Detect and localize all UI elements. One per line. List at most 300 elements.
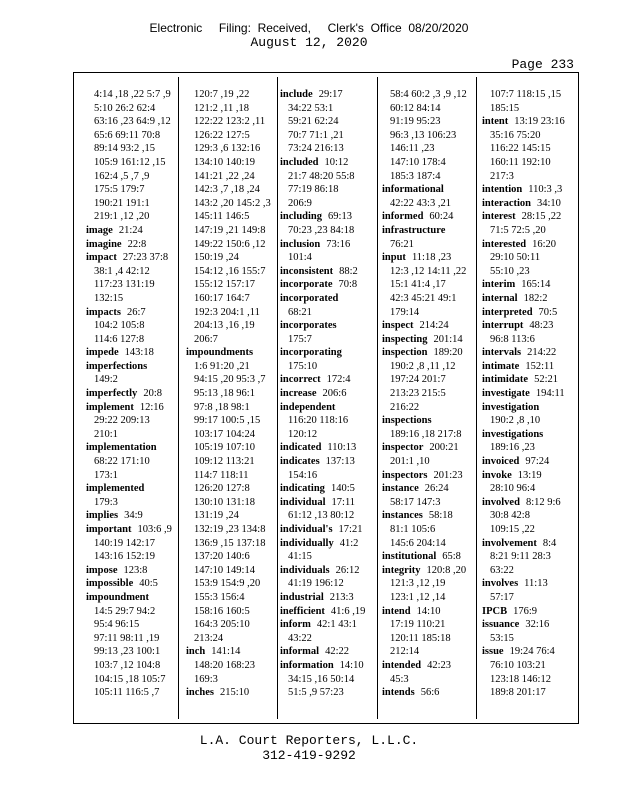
index-term: indicating — [280, 483, 325, 495]
index-entry — [280, 496, 376, 510]
index-term: implies — [86, 510, 119, 522]
index-page-refs: 34:10 — [537, 197, 561, 209]
index-term: impose — [86, 564, 118, 576]
index-page-refs: 41:2 — [339, 537, 359, 549]
index-page-refs: 172:4 — [326, 374, 351, 386]
index-page-refs: 173:1 — [94, 469, 118, 481]
index-page-refs: 132:19 ,23 134:8 — [194, 524, 266, 535]
index-page-refs: 145:6 204:14 — [390, 537, 446, 549]
index-term: interrupt — [482, 320, 524, 332]
index-page-refs: 140:5 — [330, 483, 355, 495]
index-term: incorporates — [280, 320, 337, 332]
index-term: implemented — [86, 483, 145, 495]
index-term: imperfectly — [86, 388, 138, 400]
index-page-refs: 8:21 9:11 28:3 — [490, 551, 551, 563]
index-page-refs: 42:23 — [427, 659, 452, 671]
index-entry — [86, 306, 182, 320]
index-term: impoundments — [186, 347, 254, 359]
index-entry — [482, 210, 578, 224]
index-term: intends — [382, 687, 415, 699]
index-page-refs: 26:24 — [424, 483, 449, 495]
index-page-refs: 206:6 — [322, 388, 347, 400]
index-term: interested — [482, 238, 527, 250]
index-entry — [86, 482, 182, 496]
index-term: involved — [482, 496, 520, 508]
index-page-refs: 68:22 171:10 — [94, 456, 150, 468]
index-page-refs: 104:2 105:8 — [94, 320, 145, 332]
index-column-5 — [482, 88, 578, 700]
index-page-refs: 147:10 178:4 — [390, 156, 446, 168]
index-page-refs: 123:18 146:12 — [490, 673, 551, 685]
index-entry — [482, 496, 578, 510]
index-page-refs: 206:9 — [288, 197, 312, 209]
index-page-refs: 21:24 — [118, 224, 143, 236]
index-entry — [86, 238, 182, 252]
index-page-refs: 48:23 — [529, 320, 554, 332]
index-term: intervals — [482, 347, 522, 359]
index-page-refs: 77:19 86:18 — [288, 184, 339, 196]
index-page-refs: 219:1 ,12 ,20 — [94, 211, 150, 223]
index-term: imagine — [86, 238, 122, 250]
index-page-refs: 13:19 — [517, 469, 542, 481]
index-page-refs: 129:3 ,6 132:16 — [194, 143, 261, 155]
index-page-refs: 26:7 — [127, 306, 146, 318]
index-page-refs: 185:3 187:4 — [390, 170, 441, 182]
index-term: intimate — [482, 360, 520, 372]
index-page-refs: 155:3 156:4 — [194, 591, 245, 603]
index-entry — [482, 278, 578, 292]
index-page-refs: 149:2 — [94, 374, 118, 386]
index-page-refs: 34:9 — [124, 510, 143, 522]
index-term: integrity — [382, 564, 421, 576]
index-page-refs: 29:22 209:13 — [94, 415, 150, 427]
index-term: incorrect — [280, 374, 321, 386]
index-entry — [482, 306, 578, 320]
index-box — [73, 72, 579, 724]
index-term: interest — [482, 211, 516, 223]
index-page-refs: 189:16 ,18 217:8 — [390, 428, 462, 440]
index-page-refs: 42:3 45:21 49:1 — [390, 292, 457, 304]
index-page-refs: 162:4 ,5 ,7 ,9 — [94, 170, 150, 182]
index-page-refs: 114:6 127:8 — [94, 333, 145, 345]
index-page-refs: 70:8 — [338, 279, 358, 291]
index-term: involvement — [482, 537, 537, 549]
index-page-refs: 101:4 — [288, 252, 312, 264]
index-entry — [280, 278, 376, 292]
index-page-refs: 120:11 185:18 — [390, 632, 451, 644]
index-page-refs: 73:16 — [326, 238, 351, 250]
index-term: indicated — [280, 442, 322, 454]
index-term: inspectors — [382, 469, 428, 481]
index-page-refs: 8:12 9:6 — [525, 496, 561, 508]
index-page-refs: 17:11 — [331, 496, 356, 508]
index-entry — [280, 618, 376, 632]
index-page-refs: 34:22 53:1 — [288, 102, 334, 114]
index-entry — [86, 387, 182, 401]
index-page-refs: 141:21 ,22 ,24 — [194, 170, 255, 182]
index-page-refs: 213:24 — [194, 632, 224, 644]
index-page-refs: 120:8 ,20 — [426, 564, 467, 576]
index-term: indicates — [280, 456, 320, 468]
index-page-refs: 212:14 — [390, 646, 420, 658]
index-entry — [280, 401, 376, 415]
index-page-refs: 56:6 — [420, 687, 440, 699]
index-entry — [280, 156, 376, 170]
index-entry — [482, 115, 578, 129]
index-term: individual — [280, 496, 326, 508]
index-entry — [482, 238, 578, 252]
index-term: increase — [280, 388, 317, 400]
index-term: incorporating — [280, 347, 342, 359]
index-page-refs: 149:22 150:6 ,12 — [194, 238, 266, 250]
index-term: image — [86, 224, 113, 236]
index-page-refs: 99:13 ,23 100:1 — [94, 646, 161, 658]
index-term: independent — [280, 401, 336, 413]
index-page-refs: 20:8 — [143, 388, 162, 400]
index-entry — [482, 605, 578, 619]
index-term: internal — [482, 292, 518, 304]
index-page-refs: 38:1 ,4 42:12 — [94, 265, 150, 277]
index-page-refs: 17:21 — [338, 524, 363, 535]
column-divider — [377, 77, 378, 719]
index-page-refs: 215:10 — [220, 687, 250, 699]
index-entry — [280, 605, 376, 619]
index-page-refs: 28:10 96:4 — [490, 483, 536, 495]
index-page-refs: 43:22 — [288, 632, 312, 644]
index-page-refs: 17:19 110:21 — [390, 619, 446, 631]
index-page-refs: 201:1 ,10 — [390, 456, 430, 468]
index-page-refs: 179:14 — [390, 306, 420, 318]
index-page-refs: 107:7 118:15 ,15 — [490, 89, 562, 100]
index-entry — [280, 238, 376, 252]
index-term: investigation — [482, 401, 540, 413]
index-page-refs: 65:6 69:11 70:8 — [94, 129, 161, 141]
index-page-refs: 190:21 191:1 — [94, 197, 150, 209]
index-term: infrastructure — [382, 224, 446, 236]
index-entry — [482, 197, 578, 211]
index-entry — [482, 618, 578, 632]
index-page-refs: 136:9 ,15 137:18 — [194, 537, 266, 549]
index-page-refs: 126:20 127:8 — [194, 483, 250, 495]
index-entry — [482, 645, 578, 659]
index-entry — [482, 360, 578, 374]
index-term: imperfections — [86, 360, 148, 372]
index-column-3 — [280, 88, 376, 700]
index-term: industrial — [280, 591, 324, 603]
index-entry — [280, 210, 376, 224]
index-term: informed — [382, 211, 424, 223]
index-entry — [280, 659, 376, 673]
index-page-refs: 122:22 123:2 ,11 — [194, 116, 266, 128]
index-term: individuals — [280, 564, 330, 576]
index-page-refs: 179:3 — [94, 496, 118, 508]
index-entry — [482, 428, 578, 442]
index-page-refs: 103:7 ,12 104:8 — [94, 659, 161, 671]
index-entry — [86, 591, 182, 605]
index-page-refs: 14:10 — [339, 659, 364, 671]
index-entry — [382, 251, 478, 265]
index-term: instances — [382, 510, 423, 522]
index-entry — [86, 346, 182, 360]
index-entry — [280, 591, 376, 605]
index-page-refs: 61:12 ,13 80:12 — [288, 510, 355, 522]
index-page-refs: 213:3 — [329, 591, 354, 603]
index-page-refs: 121:2 ,11 ,18 — [194, 102, 250, 114]
index-page-refs: 110:3 ,3 — [528, 184, 563, 196]
index-page-refs: 201:23 — [433, 469, 463, 481]
index-page-refs: 147:10 149:14 — [194, 564, 255, 576]
index-entry — [382, 210, 478, 224]
index-entry — [186, 346, 282, 360]
index-page-refs: 42:22 43:3 ,21 — [390, 197, 451, 209]
index-entry — [280, 292, 376, 306]
index-page-refs: 76:10 103:21 — [490, 659, 546, 671]
index-term: impoundment — [86, 591, 150, 603]
index-page-refs: 155:12 157:17 — [194, 279, 255, 291]
index-term: issue — [482, 646, 504, 658]
index-page-refs: 70:5 — [538, 306, 558, 318]
index-page-refs: 116:20 118:16 — [288, 415, 349, 427]
index-page-refs: 143:18 — [124, 347, 154, 359]
index-entry — [382, 183, 478, 197]
index-page-refs: 190:2 ,8 ,10 — [490, 415, 541, 427]
column-divider — [476, 77, 477, 719]
index-page-refs: 175:10 — [288, 360, 318, 372]
index-page-refs: 105:11 116:5 ,7 — [94, 687, 160, 699]
index-page-refs: 19:24 76:4 — [509, 646, 555, 658]
index-page-refs: 150:19 ,24 — [194, 252, 239, 264]
index-page-refs: 217:3 — [490, 170, 514, 182]
index-page-refs: 110:13 — [327, 442, 357, 454]
column-divider — [178, 77, 179, 719]
index-term: interpreted — [482, 306, 533, 318]
index-page-refs: 160:11 192:10 — [490, 156, 551, 168]
index-page-refs: 197:24 201:7 — [390, 374, 446, 386]
column-divider — [277, 77, 278, 719]
index-term: individually — [280, 537, 334, 549]
index-entry — [482, 292, 578, 306]
index-page-refs: 105:19 107:10 — [194, 442, 255, 454]
index-page-refs: 29:10 50:11 — [490, 252, 541, 264]
index-page-refs: 145:11 146:5 — [194, 211, 250, 223]
filing-stamp: Electronic Filing: Received, Clerk's Office 08/20/2020 — [149, 21, 469, 35]
index-page-refs: 59:21 62:24 — [288, 116, 339, 128]
index-page-refs: 175:5 179:7 — [94, 184, 145, 196]
index-entry — [382, 482, 478, 496]
index-term: incorporated — [280, 292, 339, 304]
index-term: inspecting — [382, 333, 428, 345]
index-page-refs: 114:7 118:11 — [194, 469, 249, 481]
index-page-refs: 153:9 154:9 ,20 — [194, 578, 261, 590]
index-page-refs: 176:9 — [513, 605, 538, 617]
index-entry — [382, 564, 478, 578]
index-page-refs: 152:11 — [525, 360, 555, 372]
index-entry — [280, 265, 376, 279]
index-term: inefficient — [280, 605, 325, 617]
index-entry — [382, 441, 478, 455]
index-page-refs: 89:14 93:2 ,15 — [94, 143, 155, 155]
index-term: invoiced — [482, 456, 520, 468]
index-entry — [382, 605, 478, 619]
index-page-refs: 41:6 ,19 — [330, 605, 366, 617]
index-page-refs: 69:13 — [328, 211, 352, 223]
page-number: Page 233 — [511, 57, 574, 72]
index-page-refs: 120:7 ,19 ,22 — [194, 89, 250, 100]
index-entry — [482, 183, 578, 197]
index-page-refs: 103:17 104:24 — [194, 428, 255, 440]
index-term: included — [280, 156, 319, 168]
index-page-refs: 185:15 — [490, 102, 520, 114]
index-page-refs: 29:17 — [318, 89, 343, 100]
index-page-refs: 52:21 — [534, 374, 559, 386]
index-page-refs: 200:21 — [429, 442, 459, 454]
index-entry — [280, 441, 376, 455]
index-page-refs: 121:3 ,12 ,19 — [390, 578, 446, 590]
index-page-refs: 97:24 — [525, 456, 550, 468]
index-page-refs: 210:1 — [94, 428, 118, 440]
index-page-refs: 164:3 205:10 — [194, 619, 250, 631]
index-term: implementation — [86, 442, 157, 454]
index-page-refs: 140:19 142:17 — [94, 537, 155, 549]
index-entry — [382, 550, 478, 564]
index-page-refs: 60:12 84:14 — [390, 102, 441, 114]
index-entry — [382, 509, 478, 523]
index-page-refs: 12:3 ,12 14:11 ,22 — [390, 265, 467, 277]
index-page-refs: 104:15 ,18 105:7 — [94, 673, 166, 685]
index-column-1 — [86, 88, 182, 700]
index-entry — [280, 373, 376, 387]
index-page-refs: 34:15 ,16 50:14 — [288, 673, 355, 685]
index-term: inch — [186, 646, 206, 658]
index-entry — [280, 537, 376, 551]
index-entry — [482, 455, 578, 469]
transcript-date: August 12, 2020 — [250, 35, 368, 50]
index-page-refs: 123:8 — [123, 564, 148, 576]
index-term: impacts — [86, 306, 121, 318]
index-page-refs: 189:8 201:17 — [490, 687, 546, 699]
index-page-refs: 28:15 ,22 — [521, 211, 562, 223]
index-page-refs: 88:2 — [339, 265, 358, 277]
index-entry — [482, 577, 578, 591]
index-page-refs: 91:19 95:23 — [390, 116, 441, 128]
index-term: information — [280, 659, 334, 671]
index-page-refs: 130:10 131:18 — [194, 496, 255, 508]
index-term: intent — [482, 116, 509, 128]
index-term: incorporate — [280, 279, 333, 291]
index-entry — [382, 346, 478, 360]
index-page-refs: 137:13 — [325, 456, 355, 468]
index-page-refs: 57:17 — [490, 591, 514, 603]
index-page-refs: 131:19 ,24 — [194, 510, 239, 522]
index-page-refs: 158:16 160:5 — [194, 605, 250, 617]
index-term: inform — [280, 619, 311, 631]
index-entry — [280, 387, 376, 401]
index-page-refs: 40:5 — [139, 578, 158, 590]
index-page-refs: 201:14 — [433, 333, 463, 345]
index-page-refs: 182:2 — [523, 292, 548, 304]
index-page-refs: 14:5 29:7 94:2 — [94, 605, 156, 617]
index-term: inspector — [382, 442, 424, 454]
index-page-refs: 146:11 ,23 — [390, 143, 435, 155]
index-entry — [86, 251, 182, 265]
index-page-refs: 214:24 — [419, 320, 449, 332]
index-page-refs: 1:6 91:20 ,21 — [194, 360, 250, 372]
index-term: inconsistent — [280, 265, 334, 277]
index-entry — [86, 360, 182, 374]
index-term: important — [86, 524, 132, 535]
index-term: including — [280, 211, 323, 223]
index-term: interim — [482, 279, 516, 291]
index-page-refs: 63:22 — [490, 564, 514, 576]
index-page-refs: 12:16 — [139, 401, 164, 413]
index-page-refs: 13:19 23:16 — [514, 116, 565, 128]
index-entry — [86, 441, 182, 455]
index-page-refs: 216:22 — [390, 401, 420, 413]
index-page-refs: 41:15 — [288, 551, 312, 563]
index-page-refs: 96:3 ,13 106:23 — [390, 129, 457, 141]
index-page-refs: 132:15 — [94, 292, 124, 304]
index-term: impede — [86, 347, 119, 359]
index-page-refs: 213:23 215:5 — [390, 388, 446, 400]
index-entry — [482, 373, 578, 387]
index-page-refs: 21:7 48:20 55:8 — [288, 170, 355, 182]
index-page-refs: 165:14 — [521, 279, 551, 291]
index-page-refs: 147:19 ,21 149:8 — [194, 224, 266, 236]
index-page-refs: 5:10 26:2 62:4 — [94, 102, 156, 114]
index-page-refs: 103:6 ,9 — [137, 524, 172, 535]
index-entry — [382, 686, 478, 700]
index-entry — [280, 482, 376, 496]
index-page-refs: 194:11 — [535, 388, 565, 400]
index-entry — [382, 414, 478, 428]
index-page-refs: 15:1 41:4 ,17 — [390, 279, 446, 291]
index-term: inspection — [382, 347, 428, 359]
index-page-refs: 99:17 100:5 ,15 — [194, 415, 261, 427]
index-column-4 — [382, 88, 478, 700]
index-page-refs: 8:4 — [542, 537, 557, 549]
index-page-refs: 97:8 ,18 98:1 — [194, 401, 250, 413]
index-entry — [86, 509, 182, 523]
index-entry — [482, 401, 578, 415]
index-page-refs: 175:7 — [288, 333, 312, 345]
index-entry — [382, 333, 478, 347]
index-entry — [280, 523, 376, 537]
index-entry — [86, 577, 182, 591]
index-page-refs: 60:24 — [429, 211, 454, 223]
index-entry — [482, 387, 578, 401]
index-term: informal — [280, 646, 320, 658]
index-entry — [280, 319, 376, 333]
court-reporter-name: L.A. Court Reporters, L.L.C. — [199, 733, 419, 748]
index-entry — [86, 401, 182, 415]
index-term: include — [280, 89, 313, 100]
index-page-refs: 189:20 — [433, 347, 463, 359]
index-entry — [86, 564, 182, 578]
index-page-refs: 95:4 96:15 — [94, 619, 140, 631]
index-page-refs: 154:12 ,16 155:7 — [194, 265, 266, 277]
index-term: instance — [382, 483, 419, 495]
index-term: investigations — [482, 428, 544, 440]
index-page-refs: 81:1 105:6 — [390, 524, 436, 535]
index-column-2 — [186, 88, 282, 700]
index-term: intention — [482, 184, 523, 196]
index-page-refs: 14:10 — [416, 605, 441, 617]
index-page-refs: 105:9 161:12 ,15 — [94, 156, 166, 168]
index-term: intend — [382, 605, 411, 617]
index-entry — [482, 537, 578, 551]
index-entry — [280, 564, 376, 578]
index-entry — [382, 469, 478, 483]
